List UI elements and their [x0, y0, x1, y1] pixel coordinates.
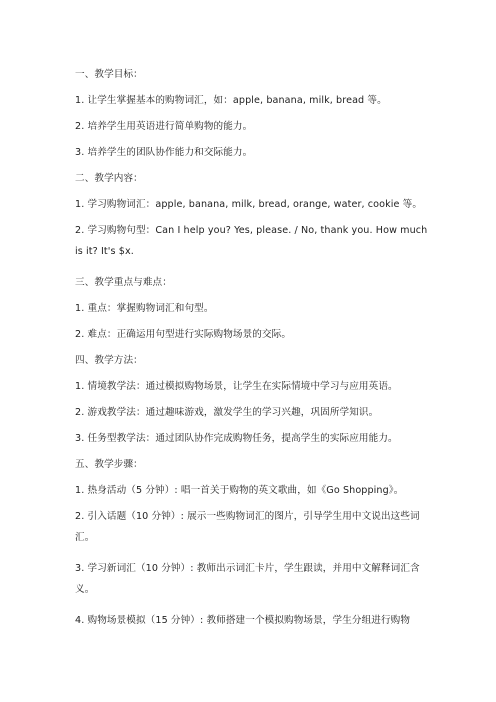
step-item-2: 2. 引入话题（10 分钟）: 展示一些购物词汇的图片，引导学生用中文说出这些词汇。 — [75, 511, 420, 543]
section-heading-methods: 四、教学方法： — [75, 355, 143, 366]
method-item-2: 2. 游戏教学法：通过趣味游戏，激发学生的学习兴趣，巩固所学知识。 — [75, 407, 379, 418]
objective-item-1: 1. 让学生掌握基本的购物词汇，如：apple, banana, milk, bread 等。 — [75, 95, 387, 106]
content-item-2: 2. 学习购物句型：Can I help you? Yes, please. / No, thank you. How much is it? It's $x. — [75, 225, 428, 257]
section-heading-key-points: 三、教学重点与难点： — [75, 277, 172, 288]
objective-item-3: 3. 培养学生的团队协作能力和交际能力。 — [75, 147, 253, 158]
section-heading-content: 二、教学内容： — [75, 173, 143, 184]
section-heading-steps: 五、教学步骤： — [75, 459, 143, 470]
method-item-3: 3. 任务型教学法：通过团队协作完成购物任务，提高学生的实际应用能力。 — [75, 433, 398, 444]
content-item-1: 1. 学习购物词汇：apple, banana, milk, bread, orange, water, cookie 等。 — [75, 199, 423, 210]
key-point-item-2: 2. 难点：正确运用句型进行实际购物场景的交际。 — [75, 329, 292, 340]
section-heading-objectives: 一、教学目标： — [75, 69, 143, 80]
method-item-1: 1. 情境教学法：通过模拟购物场景，让学生在实际情境中学习与应用英语。 — [75, 381, 398, 392]
step-item-3: 3. 学习新词汇（10 分钟）: 教师出示词汇卡片，学生跟读，并用中文解释词汇含义。 — [75, 563, 420, 595]
step-item-1: 1. 热身活动（5 分钟）: 唱一首关于购物的英文歌曲，如《Go Shopping》。 — [75, 485, 404, 496]
objective-item-2: 2. 培养学生用英语进行简单购物的能力。 — [75, 121, 253, 132]
key-point-item-1: 1. 重点：掌握购物词汇和句型。 — [75, 303, 214, 314]
step-item-4: 4. 购物场景模拟（15 分钟）: 教师搭建一个模拟购物场景，学生分组进行购物 — [75, 615, 411, 626]
